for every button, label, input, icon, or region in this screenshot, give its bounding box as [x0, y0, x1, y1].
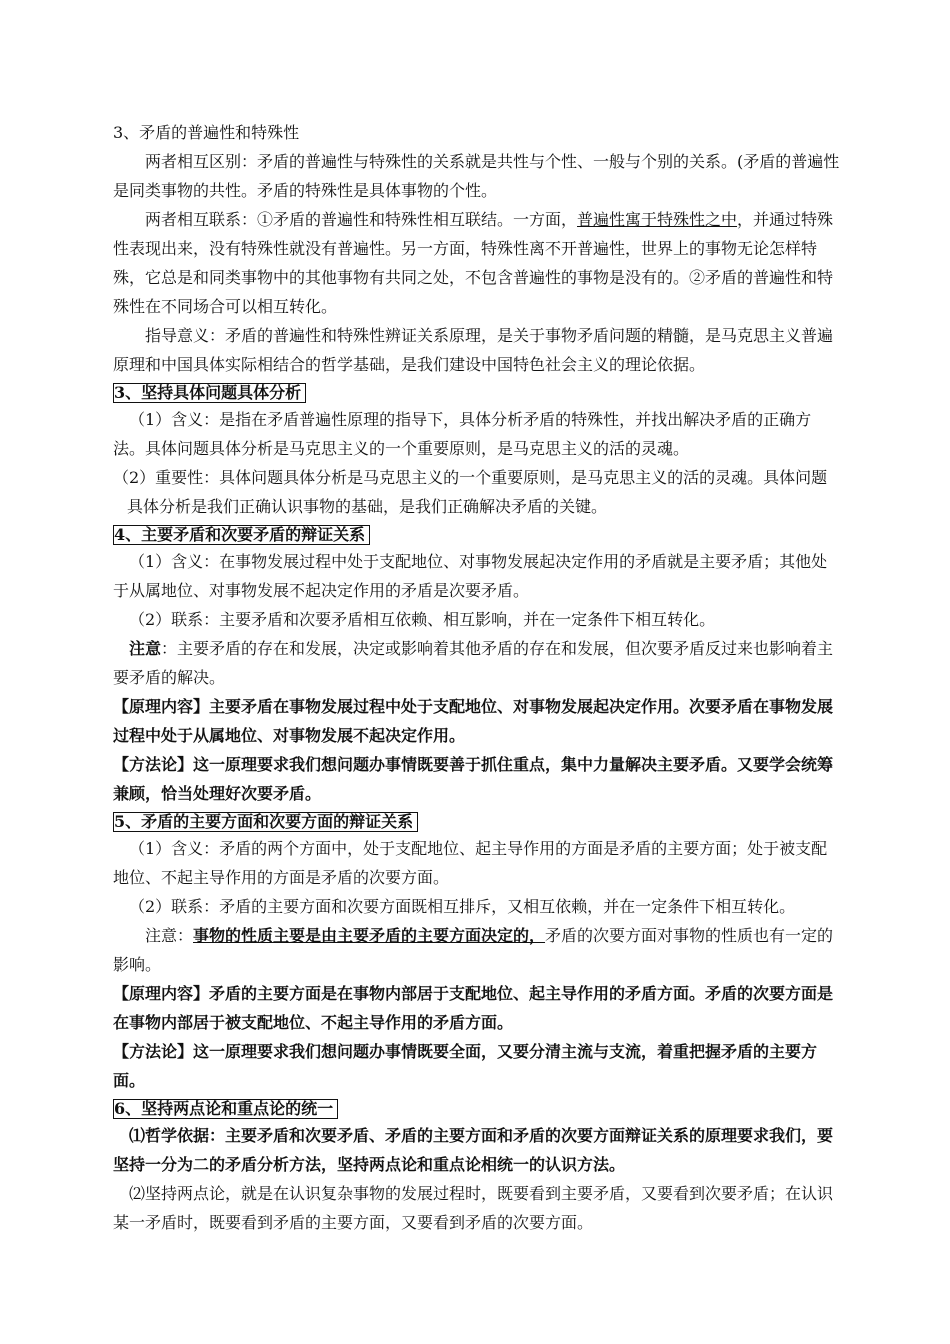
paragraph-meaning: （1）含义：矛盾的两个方面中，处于支配地位、起主导作用的方面是矛盾的主要方面；处于被支配地位、不起主导作用的方面是矛盾的次要方面。 [113, 839, 828, 887]
paragraph-connection: 两者相互联系：①矛盾的普遍性和特殊性相互联结。一方面，普遍性寓于特殊性之中，并通过特殊性表现出来，没有特殊性就没有普遍性。另一方面，特殊性离不开普遍性，世界上的事物无论怎样特殊，它总是和同类事物中的其他事物有共同之处，不包含普遍性的事物是没有的。②矛盾的普遍性和特殊性在不同场合可以相互转化。 [113, 210, 834, 316]
paragraph-meaning: （1）含义：在事物发展过程中处于支配地位、对事物发展起决定作用的矛盾就是主要矛盾；其他处于从属地位、对事物发展不起决定作用的矛盾是次要矛盾。 [113, 552, 828, 600]
methodology: 【方法论】这一原理要求我们想问题办事情既要全面，又要分清主流与支流，着重把握矛盾的主要方面。 [113, 1042, 818, 1090]
paragraph-note: 注意：事物的性质主要是由主要矛盾的主要方面决定的，矛盾的次要方面对事物的性质也有一定的影响。 [113, 926, 834, 974]
paragraph-two-point: ⑵坚持两点论，就是在认识复杂事物的发展过程时，既要看到主要矛盾，又要看到次要矛盾；在认识某一矛盾时，既要看到矛盾的主要方面，又要看到矛盾的次要方面。 [113, 1184, 834, 1232]
section-4-heading: 4、主要矛盾和次要矛盾的辩证关系 [113, 525, 370, 545]
philosophical-basis: ⑴哲学依据：主要矛盾和次要矛盾、矛盾的主要方面和矛盾的次要方面辩证关系的原理要求我们，要坚持一分为二的矛盾分析方法，坚持两点论和重点论相统一的认识方法。 [113, 1126, 834, 1174]
paragraph-connection: （2）联系：矛盾的主要方面和次要方面既相互排斥，又相互依赖，并在一定条件下相互转化。 [129, 897, 796, 916]
paragraph-importance: （2）重要性：具体问题具体分析是马克思主义的一个重要原则，是马克思主义的活的灵魂。具体问题具体分析是我们正确认识事物的基础，是我们正确解决矛盾的关键。 [113, 468, 828, 516]
document-body [113, 118, 843, 1237]
emphasis-phrase: 事物的性质主要是由主要矛盾的主要方面决定的， [193, 926, 546, 945]
paragraph-note: 注意：主要矛盾的存在和发展，决定或影响着其他矛盾的存在和发展，但次要矛盾反过来也影响着主要矛盾的解决。 [113, 639, 834, 687]
section-3b-heading: 3、坚持具体问题具体分析 [113, 383, 306, 403]
section-6-heading: 6、坚持两点论和重点论的统一 [113, 1099, 338, 1119]
principle-content: 【原理内容】矛盾的主要方面是在事物内部居于支配地位、起主导作用的矛盾方面。矛盾的次要方面是在事物内部居于被支配地位、不起主导作用的矛盾方面。 [113, 984, 834, 1032]
paragraph-connection: （2）联系：主要矛盾和次要矛盾相互依赖、相互影响，并在一定条件下相互转化。 [129, 610, 716, 629]
principle-content: 【原理内容】主要矛盾在事物发展过程中处于支配地位、对事物发展起决定作用。次要矛盾在事物发展过程中处于从属地位、对事物发展不起决定作用。 [113, 697, 834, 745]
section-5-heading: 5、矛盾的主要方面和次要方面的辩证关系 [113, 812, 418, 832]
section-3a-title: 3、矛盾的普遍性和特殊性 [113, 123, 300, 142]
methodology: 【方法论】这一原理要求我们想问题办事情既要善于抓住重点，集中力量解决主要矛盾。又要学会统筹兼顾，恰当处理好次要矛盾。 [113, 755, 834, 803]
paragraph-meaning: （1）含义：是指在矛盾普遍性原理的指导下，具体分析矛盾的特殊性，并找出解决矛盾的正确方法。具体问题具体分析是马克思主义的一个重要原则，是马克思主义的活的灵魂。 [113, 410, 812, 458]
paragraph-difference: 两者相互区别：矛盾的普遍性与特殊性的关系就是共性与个性、一般与个别的关系。(矛盾的普遍性是同类事物的共性。矛盾的特殊性是具体事物的个性。 [113, 152, 840, 200]
note-label: 注意 [129, 639, 162, 658]
underlined-phrase: 普遍性寓于特殊性之中 [577, 210, 738, 229]
paragraph-guidance: 指导意义：矛盾的普遍性和特殊性辨证关系原理，是关于事物矛盾问题的精髓，是马克思主义普遍原理和中国具体实际相结合的哲学基础，是我们建设中国特色社会主义的理论依据。 [113, 326, 834, 374]
